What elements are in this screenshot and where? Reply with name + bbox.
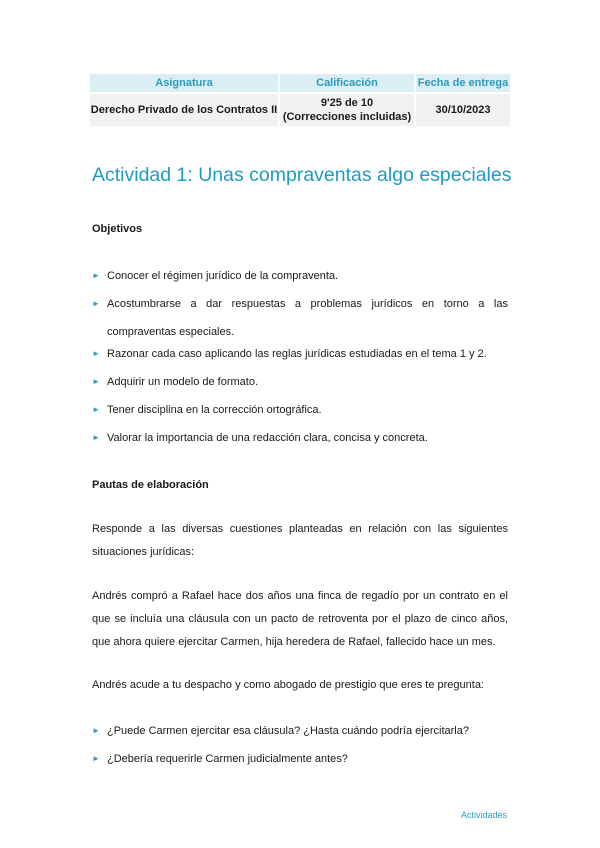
- arrow-bullet-icon: ►: [92, 349, 100, 358]
- list-item: ► Acostumbrarse a dar respuestas a problemas jurídicos en torno a las compraventas especiales.: [92, 290, 508, 346]
- list-item: ► Conocer el régimen jurídico de la compraventa.: [92, 262, 508, 290]
- table-row: [90, 93, 510, 126]
- grade-value: 9'25 de 10: [320, 97, 374, 109]
- arrow-bullet-icon: ►: [92, 754, 100, 763]
- arrow-bullet-icon: ►: [92, 405, 100, 414]
- guidelines-intro: Responde a las diversas cuestiones planteadas en relación con las siguientes situaciones jurídicas:: [92, 523, 508, 558]
- arrow-bullet-icon: ►: [92, 299, 100, 308]
- arrow-bullet-icon: ►: [92, 377, 100, 386]
- footer-label: Actividades: [460, 810, 507, 820]
- list-item: ► Tener disciplina en la corrección ortográfica.: [92, 396, 508, 424]
- header-grade: Calificación: [279, 74, 415, 93]
- header-date: Fecha de entrega: [415, 74, 510, 93]
- list-item: ► Razonar cada caso aplicando las reglas jurídicas estudiadas en el tema 1 y 2.: [92, 340, 508, 368]
- header-subject: Asignatura: [90, 74, 279, 93]
- arrow-bullet-icon: ►: [92, 726, 100, 735]
- table-header-row: [90, 74, 510, 93]
- list-item: ► ¿Debería requerirle Carmen judicialmente antes?: [92, 745, 508, 773]
- assignment-info-table: [90, 74, 510, 126]
- grade-note: (Correcciones incluidas): [282, 111, 412, 123]
- list-item: ► Adquirir un modelo de formato.: [92, 368, 508, 396]
- question-intro: Andrés acude a tu despacho y como abogado de prestigio que eres te pregunta:: [92, 679, 484, 691]
- list-item: ► ¿Puede Carmen ejercitar esa cláusula? ¿Hasta cuándo podría ejercitarla?: [92, 717, 508, 745]
- page-title: Actividad 1: Unas compraventas algo especiales: [92, 164, 512, 186]
- subject-cell: Derecho Privado de los Contratos II: [90, 93, 279, 126]
- guidelines-heading: Pautas de elaboración: [92, 479, 209, 491]
- case-statement: Andrés compró a Rafael hace dos años una finca de regadío por un contrato en el que se incluía una cláusula con un pacto de retroventa por el plazo de cinco años, que ahora quiere ejercitar Carmen, hija heredera de Rafael, fallecido hace un mes.: [92, 590, 508, 648]
- grade-cell: [279, 93, 415, 126]
- date-cell: 30/10/2023: [415, 93, 510, 126]
- arrow-bullet-icon: ►: [92, 433, 100, 442]
- objectives-heading: Objetivos: [92, 223, 143, 235]
- list-item: ► Valorar la importancia de una redacción clara, concisa y concreta.: [92, 424, 508, 452]
- arrow-bullet-icon: ►: [92, 271, 100, 280]
